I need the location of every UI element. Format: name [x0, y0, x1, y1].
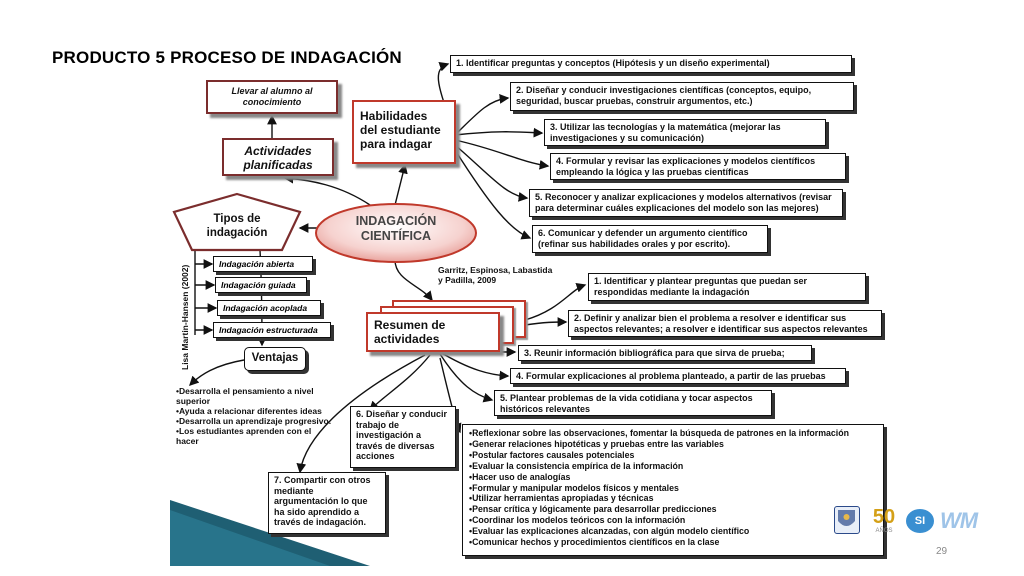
citation	[438, 265, 568, 285]
citation-line2: y Padilla, 2009	[438, 275, 497, 285]
tipos-line2: indagación	[206, 227, 268, 239]
accion-item: •Generar relaciones hipotéticas y pruebas entre las variables	[469, 438, 724, 449]
item-6-box: 6. Diseñar y conducir trabajo de investigación a través de diversas acciones	[350, 406, 456, 468]
logo-50-small: AÑOS	[875, 528, 893, 534]
center-line2: CIENTÍFICA	[360, 229, 432, 243]
accion-item: •Utilizar herramientas apropiadas y técnicas	[469, 493, 654, 504]
citation-line1: Garritz, Espinosa, Labastida	[438, 265, 553, 275]
resumen-item-3: 3. Reunir información bibliográfica para que sirva de prueba;	[518, 345, 812, 361]
ventajas-box: Ventajas	[244, 347, 306, 371]
habilidades-box	[352, 100, 456, 164]
skill-4: 4. Formular y revisar las explicaciones y modelos científicos empleando la lógica y las pruebas científicas	[550, 153, 846, 180]
tipo-acoplada: Indagación acoplada	[217, 300, 321, 316]
page-title: PRODUCTO 5 PROCESO DE INDAGACIÓN	[52, 48, 402, 67]
ventaja-item: •Desarrolla el pensamiento a nivel superior	[176, 386, 314, 406]
skill-2: 2. Diseñar y conducir investigaciones científicas (conceptos, equipo, seguridad, buscar pruebas, construir argumentos, etc.)	[510, 82, 854, 111]
skill-3: 3. Utilizar las tecnologías y la matemática (mejorar las investigaciones y su comunicación)	[544, 119, 826, 146]
page-number: 29	[936, 546, 948, 557]
habilidades-line1: Habilidades	[360, 109, 428, 123]
tipo-estructurada: Indagación estructurada	[213, 322, 331, 338]
item-7-box: 7. Compartir con otros mediante argumentación lo que ha sido aprendido a través de indagación.	[268, 472, 386, 534]
accion-item: •Pensar crítica y lógicamente para desarrollar predicciones	[469, 504, 717, 515]
resumen-item-2: 2. Definir y analizar bien el problema a resolver e identificar sus aspectos relevantes; a resolver e identificar sus aspectos relevantes	[568, 310, 882, 337]
ventajas-list	[176, 386, 332, 446]
tipos-label	[178, 212, 296, 240]
accion-item: •Hacer uso de analogías	[469, 471, 571, 482]
vertical-author-wrap	[172, 262, 188, 370]
accion-item: •Coordinar los modelos teóricos con la información	[469, 515, 686, 526]
llevar-line1: Llevar al alumno al	[231, 86, 313, 96]
anniversary-logo	[866, 506, 902, 536]
skill-6: 6. Comunicar y defender un argumento científico (refinar sus habilidades orales y por escrito).	[532, 225, 768, 253]
unam-logo	[834, 506, 860, 534]
ventaja-item: •Desarrolla un aprendizaje progresivo.	[176, 416, 332, 426]
actividades-line1: Actividades	[244, 144, 312, 158]
skill-5: 5. Reconocer y analizar explicaciones y modelos alternativos (revisar para determinar cuáles explicaciones del modelo son las mejores)	[529, 189, 843, 217]
tipo-guiada: Indagación guiada	[215, 277, 307, 293]
resumen-item-4: 4. Formular explicaciones al problema planteado, a partir de las pruebas	[510, 368, 846, 384]
habilidades-line2: del estudiante	[360, 123, 441, 137]
habilidades-line3: para indagar	[360, 137, 433, 151]
center-line1: INDAGACIÓN	[355, 214, 437, 228]
resumen-item-5: 5. Plantear problemas de la vida cotidiana y tocar aspectos históricos relevantes	[494, 390, 772, 416]
llevar-line2: conocimiento	[242, 97, 302, 107]
accion-item: •Postular factores causales potenciales	[469, 449, 635, 460]
accion-item: •Evaluar la consistencia empírica de la información	[469, 460, 684, 471]
center-label	[326, 214, 466, 244]
resumen-line1: Resumen de	[374, 318, 446, 332]
logo-50: 50	[872, 506, 896, 528]
tipo-abierta: Indagación abierta	[213, 256, 313, 272]
acciones-box	[462, 424, 884, 556]
wm-logo: WM	[940, 508, 978, 533]
tipos-line1: Tipos de	[213, 213, 261, 225]
accion-item: •Reflexionar sobre las observaciones, fomentar la búsqueda de patrones en la información	[469, 428, 849, 438]
unam-shield-icon	[835, 507, 858, 532]
skill-1: 1. Identificar preguntas y conceptos (Hipótesis y un diseño experimental)	[450, 55, 852, 73]
accion-item: •Evaluar las explicaciones alcanzadas, con algún modelo científico	[469, 526, 750, 537]
actividades-line2: planificadas	[243, 158, 313, 172]
actividades-planificadas-box	[222, 138, 334, 176]
ventaja-item: •Ayuda a relacionar diferentes ideas	[176, 406, 322, 416]
resumen-line2: actividades	[374, 332, 440, 346]
accion-item: •Comunicar hechos y procedimientos científicos en la clase	[469, 537, 720, 548]
ventaja-item: •Los estudiantes aprenden con el hacer	[176, 426, 312, 446]
acciones-list	[469, 428, 877, 548]
vertical-author: Lisa Martin-Hansen (2002)	[180, 264, 190, 370]
si-logo: SI	[906, 509, 934, 533]
accion-item: •Formular y manipular modelos físicos y mentales	[469, 482, 679, 493]
resumen-item-1: 1. Identificar y plantear preguntas que puedan ser respondidas mediante la indagación	[588, 273, 866, 301]
resumen-box	[366, 312, 500, 352]
llevar-conocimiento-box	[206, 80, 338, 114]
